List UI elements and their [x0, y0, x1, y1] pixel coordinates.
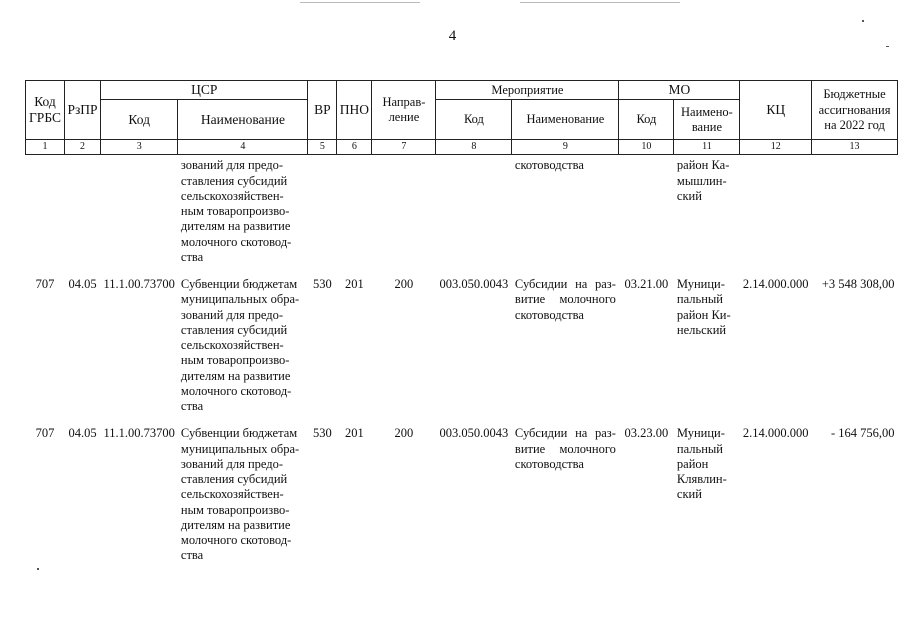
cell-text-line: пальный — [676, 292, 723, 307]
column-number: 1 — [26, 140, 65, 155]
column-number: 3 — [101, 140, 178, 155]
cell-text-line: ным товаропроизво- — [180, 204, 290, 219]
scan-artifact-line — [300, 2, 420, 3]
header-mo: МО — [619, 81, 740, 100]
cell-text-line: скотоводства — [514, 158, 584, 173]
scan-speck — [886, 46, 889, 47]
cell-text-line: Клявлин- — [676, 472, 727, 487]
budget-table — [25, 80, 898, 564]
column-number: 10 — [619, 140, 674, 155]
cell-kc: 2.14.000.000 — [742, 277, 809, 292]
header-mer-kod: Код — [436, 100, 512, 140]
cell-csr-code: 11.1.00.73700 — [103, 277, 175, 292]
cell-text-line: зований для предо- — [180, 307, 284, 322]
cell-napravlenie: 200 — [394, 426, 414, 441]
cell-mer-name — [512, 265, 619, 414]
cell-text-line: Муници- — [676, 277, 725, 292]
header-kc: КЦ — [740, 81, 812, 140]
header-vr: ВР — [308, 81, 337, 140]
scan-speck — [862, 20, 864, 22]
cell-pno: 201 — [345, 426, 364, 441]
cell-text-line: Муници- — [676, 426, 725, 441]
cell-pno: 201 — [345, 277, 364, 292]
header-csr-name: Наименование — [178, 100, 308, 140]
column-number: 6 — [337, 140, 372, 155]
cell-text-line: скотоводства — [514, 307, 584, 322]
cell-text-line: муниципальных обра- — [180, 292, 300, 307]
cell-grbs: 707 — [35, 277, 55, 292]
cell-text-line: ский — [676, 487, 702, 502]
cell-vr: 530 — [313, 277, 332, 292]
cell-text-line: Субсидии на раз- — [514, 426, 616, 441]
cell-text-line: скотоводства — [514, 456, 584, 471]
scan-speck — [37, 568, 39, 570]
cell-text-line: молочного скотовод- — [180, 383, 292, 398]
cell-mer-name — [512, 155, 619, 265]
column-number-row — [26, 140, 898, 155]
cell-text-line: ский — [676, 188, 702, 203]
cell-text-line: ным товаропроизво- — [180, 353, 290, 368]
cell-mer-name — [512, 414, 619, 563]
table-row — [26, 265, 898, 414]
column-number: 9 — [512, 140, 619, 155]
cell-text-line: район Ки- — [676, 307, 731, 322]
cell-amount: +3 548 308,00 — [821, 277, 895, 292]
header-assignments: Бюджетные ассигнования на 2022 год — [812, 81, 898, 140]
cell-text-line: ства — [180, 399, 204, 414]
cell-text-line: нельский — [676, 322, 727, 337]
column-number: 4 — [178, 140, 308, 155]
cell-mer-code: 003.050.0043 — [439, 277, 509, 292]
cell-text-line: Субвенции бюджетам — [180, 277, 298, 292]
cell-text-line: дителям на развитие — [180, 517, 291, 532]
cell-text-line: ставления субсидий — [180, 472, 288, 487]
column-number: 2 — [65, 140, 101, 155]
cell-text-line: сельскохозяйствен- — [180, 338, 284, 353]
cell-text-line: дителям на развитие — [180, 368, 291, 383]
header-pno: ПНО — [337, 81, 372, 140]
cell-amount: - 164 756,00 — [831, 426, 895, 441]
cell-text-line: зований для предо- — [180, 456, 284, 471]
page-number: 4 — [448, 28, 457, 44]
cell-text-line: муниципальных обра- — [180, 441, 300, 456]
cell-text-line: район — [676, 456, 709, 471]
cell-text-line: молочного скотовод- — [180, 533, 292, 548]
cell-mer-code: 003.050.0043 — [439, 426, 509, 441]
cell-text-line: ства — [180, 548, 204, 563]
cell-text-line: ства — [180, 249, 204, 264]
header-csr-kod: Код — [101, 100, 178, 140]
cell-vr: 530 — [313, 426, 332, 441]
cell-text-line: витие молочного — [514, 292, 616, 307]
cell-text-line: пальный — [676, 441, 723, 456]
cell-text-line: сельскохозяйствен- — [180, 487, 284, 502]
cell-text-line: район Ка- — [676, 158, 730, 173]
column-number: 5 — [308, 140, 337, 155]
cell-csr-name — [178, 414, 308, 563]
cell-kc: 2.14.000.000 — [742, 426, 809, 441]
cell-grbs: 707 — [35, 426, 55, 441]
header-meropriyatie: Мероприятие — [436, 81, 619, 100]
header-csr: ЦСР — [101, 81, 308, 100]
cell-mo-name — [674, 265, 740, 414]
header-mo-name: Наимено-вание — [674, 100, 740, 140]
cell-text-line: молочного скотовод- — [180, 234, 292, 249]
column-number: 12 — [740, 140, 812, 155]
cell-text-line: зований для предо- — [180, 158, 284, 173]
header-rzpr: РзПР — [65, 81, 101, 140]
header-mer-name: Наименование — [512, 100, 619, 140]
header-napravlenie: Направ-ление — [372, 81, 436, 140]
cell-csr-name — [178, 155, 308, 265]
cell-mo-name — [674, 155, 740, 265]
table-row — [26, 414, 898, 563]
cell-text-line: Субсидии на раз- — [514, 277, 616, 292]
cell-mo-code: 03.21.00 — [624, 277, 669, 292]
cell-text-line: ным товаропроизво- — [180, 502, 290, 517]
cell-text-line: ставления субсидий — [180, 173, 288, 188]
cell-text-line: витие молочного — [514, 441, 616, 456]
column-number: 11 — [674, 140, 740, 155]
table-row-continuation — [26, 155, 898, 265]
header-mo-kod: Код — [619, 100, 674, 140]
cell-mo-name — [674, 414, 740, 563]
scan-artifact-line — [520, 2, 680, 3]
cell-text-line: ставления субсидий — [180, 322, 288, 337]
cell-text-line: дителям на развитие — [180, 219, 291, 234]
cell-csr-name — [178, 265, 308, 414]
cell-text-line: Субвенции бюджетам — [180, 426, 298, 441]
cell-rzpr: 04.05 — [68, 277, 97, 292]
column-number: 7 — [372, 140, 436, 155]
cell-csr-code: 11.1.00.73700 — [103, 426, 175, 441]
cell-text-line: мышлин- — [676, 173, 727, 188]
column-number: 8 — [436, 140, 512, 155]
cell-rzpr: 04.05 — [68, 426, 97, 441]
cell-mo-code: 03.23.00 — [624, 426, 669, 441]
cell-text-line: сельскохозяйствен- — [180, 188, 284, 203]
cell-napravlenie: 200 — [394, 277, 414, 292]
header-kod-grbs: Код ГРБС — [26, 81, 65, 140]
column-number: 13 — [812, 140, 898, 155]
